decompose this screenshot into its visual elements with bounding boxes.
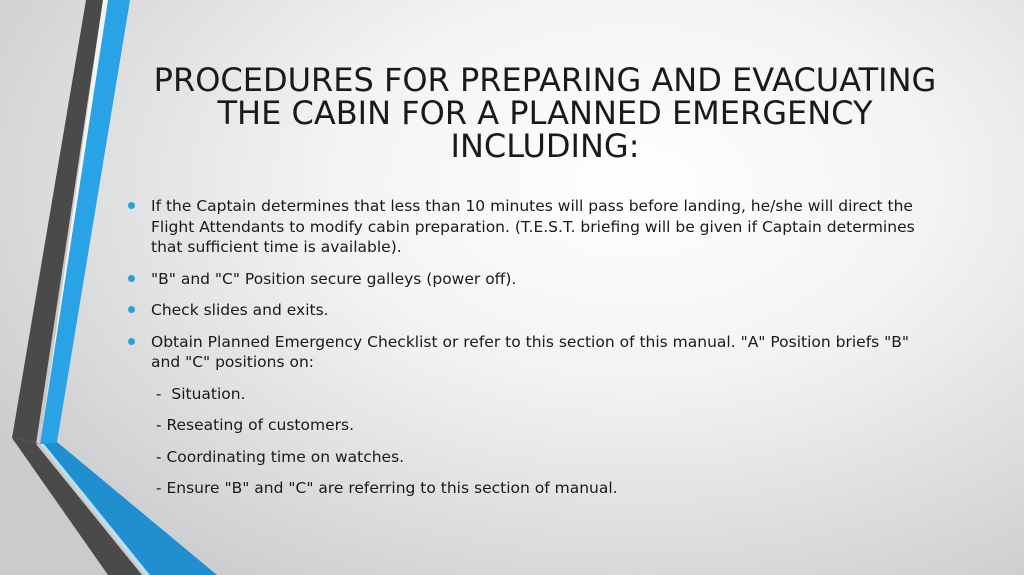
bullet-item bbox=[128, 196, 938, 258]
slide-body bbox=[128, 196, 938, 510]
bullet-dot-icon bbox=[128, 275, 135, 282]
bullet-text: If the Captain determines that less than 10 minutes will pass before landing, he/she will direct the Flight Attendants to modify cabin preparation. (T.E.S.T. briefing will be given if Captain determines that sufficient time is available). bbox=[151, 197, 915, 256]
bullet-dot-icon bbox=[128, 338, 135, 345]
bullet-dot-icon bbox=[128, 202, 135, 209]
sub-item: - Ensure "B" and "C" are referring to this section of manual. bbox=[151, 479, 618, 497]
bullet-item bbox=[128, 332, 938, 373]
white-stripe-upper bbox=[36, 0, 108, 444]
bullet-item bbox=[128, 300, 938, 321]
title-line: INCLUDING: bbox=[450, 127, 640, 165]
sub-item: - Situation. bbox=[151, 384, 246, 403]
bullet-item bbox=[128, 269, 938, 290]
title-line: PROCEDURES FOR PREPARING AND EVACUATING bbox=[153, 61, 937, 99]
sub-item: - Reseating of customers. bbox=[151, 416, 354, 434]
bullet-text: Check slides and exits. bbox=[151, 301, 329, 319]
bullet-text: "B" and "C" Position secure galleys (power off). bbox=[151, 269, 517, 288]
bullet-text: Obtain Planned Emergency Checklist or refer to this section of this manual. "A" Position briefs "B" and "C" positions on: bbox=[151, 332, 910, 371]
sub-item: - Coordinating time on watches. bbox=[151, 447, 405, 466]
slide-title bbox=[130, 61, 960, 165]
title-line: THE CABIN FOR A PLANNED EMERGENCY bbox=[217, 94, 873, 132]
bullet-dot-icon bbox=[128, 306, 135, 313]
